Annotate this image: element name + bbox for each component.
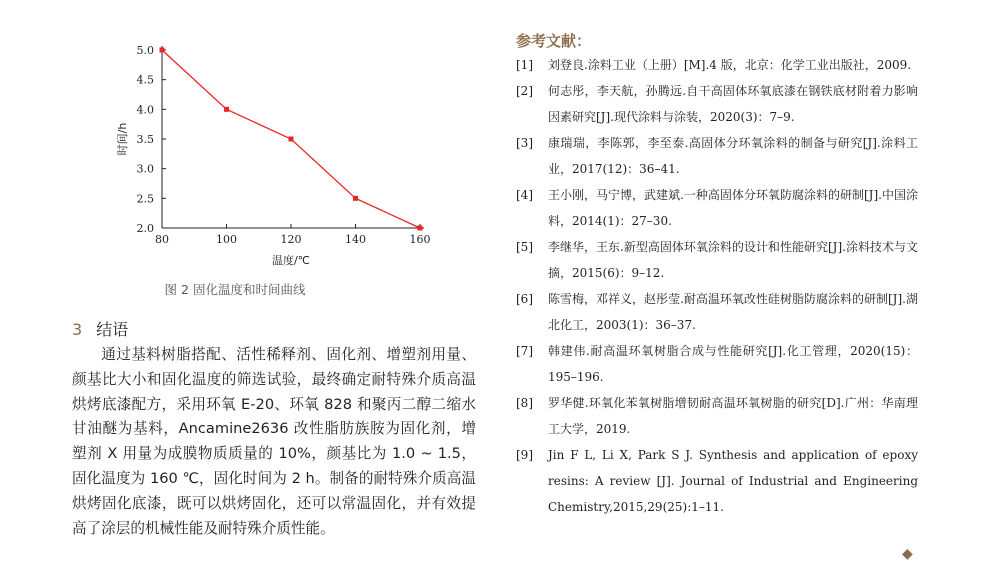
reference-item — [516, 338, 918, 390]
reference-index: [5] — [516, 240, 533, 254]
data-point — [224, 107, 229, 112]
line-chart — [110, 38, 450, 278]
reference-item — [516, 78, 918, 130]
data-point — [418, 226, 423, 231]
reference-item — [516, 182, 918, 234]
data-point — [160, 48, 165, 53]
data-point — [353, 196, 358, 201]
section-number: 3 — [72, 320, 83, 339]
end-of-article-mark: ◆ — [902, 546, 913, 562]
reference-index: [9] — [516, 448, 533, 462]
x-tick-label: 80 — [155, 233, 169, 246]
reference-text: 韩建伟.耐高温环氧树脂合成与性能研究[J].化工管理，2020(15)：195–196. — [548, 344, 918, 384]
reference-text: 李继华，王东.新型高固体环氧涂料的设计和性能研究[J].涂料技术与文摘，2015(6)：9–12. — [548, 240, 918, 280]
reference-item — [516, 286, 918, 338]
x-tick-label: 140 — [345, 233, 366, 246]
reference-index: [1] — [516, 58, 533, 72]
conclusion-paragraph: 通过基料树脂搭配、活性稀释剂、固化剂、增塑剂用量、颜基比大小和固化温度的筛选试验，最终确定耐特殊介质高温烘烤底漆配方，采用环氧 E-20、环氧 828 和聚丙二醇二缩水甘油醚为基料，Ancamine2636 改性脂肪族胺为固化剂，增塑剂 X 用量为成膜物质质量的 10%，颜基比为 1.0 ~ 1.5，固化温度为 160 ℃，固化时间为 2 h。制备的耐特殊介质高温烘烤固化底漆，既可以烘烤固化，还可以常温固化，并有效提高了涂层的机械性能及耐特殊介质性能。 — [72, 346, 476, 537]
x-tick-label: 160 — [409, 233, 431, 246]
y-tick-label: 4.0 — [136, 103, 154, 117]
reference-text: 康瑞瑞，李陈郭，李至泰.高固体分环氧涂料的制备与研究[J].涂料工业，2017(12)：36–41. — [548, 136, 918, 176]
reference-text: 罗华健.环氧化苯氧树脂增韧耐高温环氧树脂的研究[D].广州：华南理工大学，2019. — [548, 396, 918, 436]
reference-list — [516, 52, 918, 520]
reference-item — [516, 234, 918, 286]
reference-item — [516, 52, 918, 78]
reference-index: [7] — [516, 344, 533, 358]
reference-index: [4] — [516, 188, 533, 202]
reference-index: [2] — [516, 84, 533, 98]
y-axis-label: 时间/h — [116, 122, 129, 156]
reference-text: 何志彤，李天航，孙腾远.自干高固体环氧底漆在钢铁底材附着力影响因素研究[J].现代涂料与涂装，2020(3)：7–9. — [548, 84, 918, 124]
reference-item — [516, 130, 918, 182]
figure-caption: 图 2 固化温度和时间曲线 — [164, 282, 306, 297]
reference-item — [516, 442, 918, 520]
section-heading — [72, 317, 128, 340]
reference-index: [3] — [516, 136, 533, 150]
references-heading: 参考文献： — [516, 32, 592, 50]
reference-index: [6] — [516, 292, 533, 306]
reference-item — [516, 390, 918, 442]
section-title: 结语 — [96, 320, 129, 339]
y-tick-label: 2.5 — [136, 192, 154, 206]
conclusion-body — [72, 343, 476, 541]
y-tick-label: 5.0 — [136, 44, 154, 57]
y-tick-label: 3.5 — [136, 133, 154, 146]
reference-text: 刘登良.涂料工业（上册）[M].4 版，北京：化学工业出版社，2009. — [548, 58, 912, 72]
reference-text: Jin F L, Li X, Park S J. Synthesis and application of epoxy resins: A review [J]. Journal of Industrial and Engineering Chemistry,2015,29(25):1–11. — [548, 448, 918, 514]
reference-text: 陈雪梅，邓祥义，赵彤莹.耐高温环氧改性硅树脂防腐涂料的研制[J].湖北化工，2003(1)：36–37. — [548, 292, 918, 332]
y-tick-label: 3.0 — [136, 162, 154, 176]
y-tick-label: 4.5 — [136, 73, 154, 87]
reference-index: [8] — [516, 396, 533, 410]
chart-svg — [110, 38, 450, 278]
data-point — [289, 137, 294, 142]
reference-text: 王小刚，马宁博，武建斌.一种高固体分环氧防腐涂料的研制[J].中国涂料，2014(1)：27–30. — [548, 188, 918, 228]
x-axis-label: 温度/℃ — [271, 254, 311, 267]
y-tick-label: 2.0 — [136, 222, 154, 235]
x-tick-label: 100 — [216, 233, 237, 246]
x-tick-label: 120 — [280, 233, 302, 246]
